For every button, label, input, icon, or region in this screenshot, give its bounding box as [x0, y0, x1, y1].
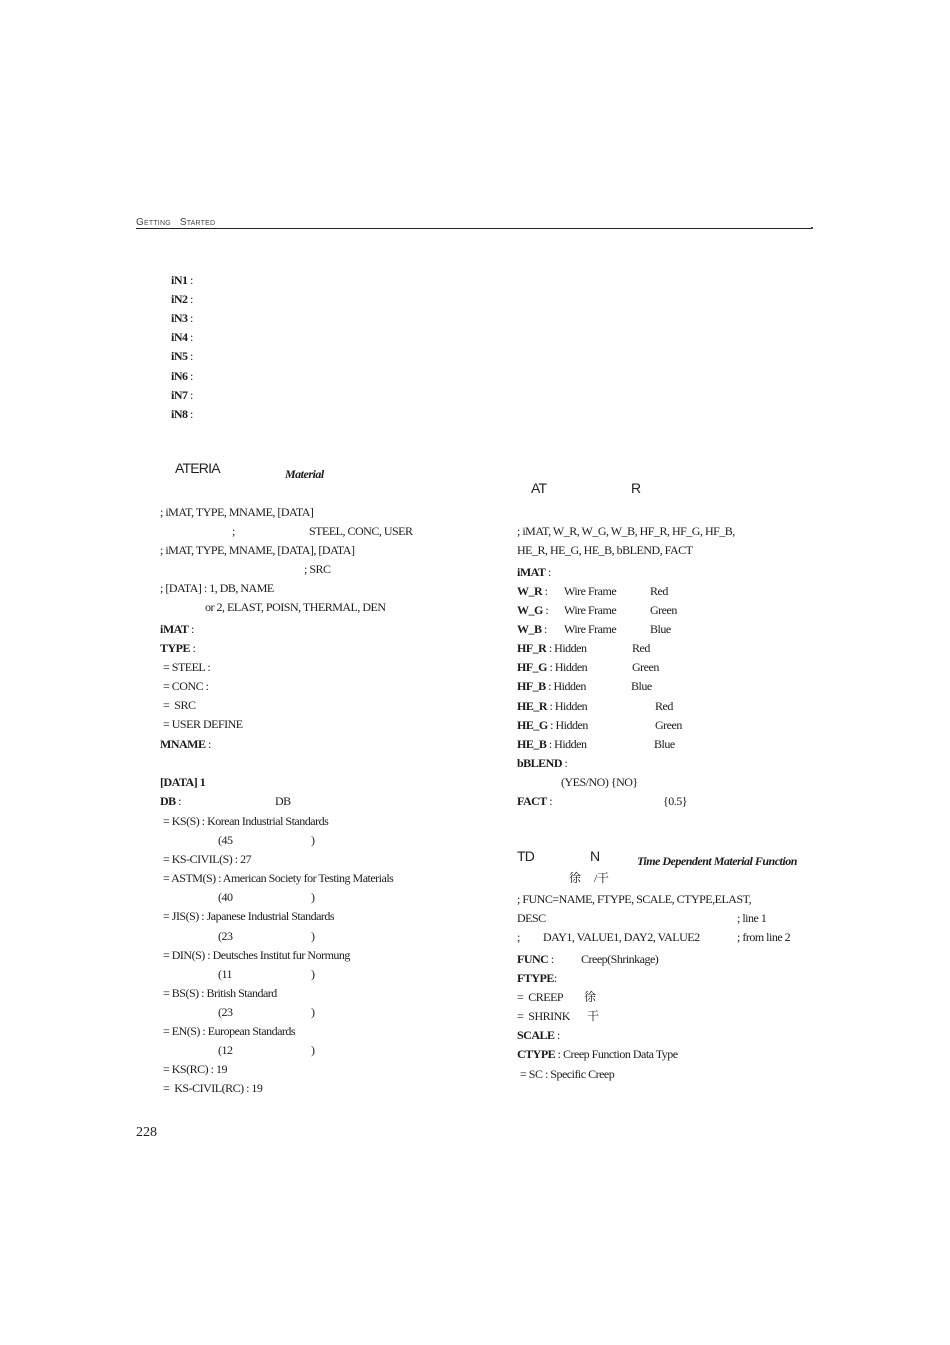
tdm-heading-b: N — [590, 848, 600, 864]
db-option: = KS(S) : Korean Industrial Standards — [163, 814, 329, 828]
param-label: iN7 — [171, 388, 188, 402]
field-color: Green — [632, 660, 659, 674]
param-line — [171, 329, 193, 345]
material-syntax-comment: ; SRC — [304, 562, 331, 576]
field-desc: Wire Frame — [564, 584, 617, 598]
field-label: W_G — [517, 603, 543, 617]
field-sep: : — [190, 641, 196, 655]
field-sep: : Hidden — [546, 641, 587, 655]
type-option: = USER DEFINE — [163, 717, 243, 731]
param-line — [171, 406, 193, 422]
matcolor-field — [517, 678, 586, 694]
ftype-option-cjk: 徐 — [584, 990, 596, 1004]
matcolor-syntax-line: ; iMAT, W_R, W_G, W_B, HF_R, HF_G, HF_B, — [517, 524, 735, 538]
material-syntax-line: ; iMAT, TYPE, MNAME, [DATA], [DATA] — [160, 543, 355, 557]
param-sep: : — [187, 330, 193, 344]
material-heading-en: Material — [285, 467, 324, 481]
param-line — [171, 368, 193, 384]
field-scale — [517, 1027, 560, 1043]
db-option: = KS-CIVIL(RC) : 19 — [163, 1081, 263, 1095]
field-sep: : — [562, 756, 568, 770]
matcolor-field — [517, 621, 547, 637]
material-syntax-line: ; iMAT, TYPE, MNAME, [DATA] — [160, 505, 314, 519]
param-sep: : — [187, 311, 193, 325]
tdm-subheading-a: 徐 — [569, 871, 581, 885]
ctype-option: = SC : Specific Creep — [520, 1067, 615, 1081]
db-option: = DIN(S) : Deutsches Institut fur Normung — [163, 948, 350, 962]
param-sep: : — [187, 273, 193, 287]
param-sep: : — [187, 407, 193, 421]
tdm-heading-a: TD — [517, 848, 535, 864]
field-label: iMAT — [517, 565, 546, 579]
field-color: Green — [655, 718, 682, 732]
field-label: FTYPE — [517, 971, 554, 985]
param-line — [171, 387, 193, 403]
tdm-syntax-line: DAY1, VALUE1, DAY2, VALUE2 — [543, 930, 700, 944]
field-label: TYPE — [160, 641, 191, 655]
tdm-syntax-line: ; FUNC=NAME, FTYPE, SCALE, CTYPE,ELAST, — [517, 892, 752, 906]
field-color: Blue — [650, 622, 671, 636]
field-sep: : Creep Function Data Type — [555, 1047, 678, 1061]
field-db — [160, 793, 181, 809]
field-color: Blue — [631, 679, 652, 693]
tdm-syntax-comment: ; line 1 — [737, 911, 767, 925]
param-label: iN1 — [171, 273, 188, 287]
field-color: Blue — [654, 737, 675, 751]
field-sep: : — [542, 584, 548, 598]
field-label: HE_B — [517, 737, 547, 751]
field-label: DB — [160, 794, 176, 808]
field-desc: Creep(Shrinkage) — [581, 952, 659, 966]
field-sep: : Hidden — [546, 737, 587, 751]
running-header: Getting Started — [136, 217, 216, 228]
field-label: bBLEND — [517, 756, 563, 770]
param-label: iN4 — [171, 330, 188, 344]
field-label: FACT — [517, 794, 547, 808]
param-sep: : — [187, 388, 193, 402]
param-line — [171, 348, 193, 364]
header-rule — [136, 228, 812, 229]
tdm-heading-en: Time Dependent Material Function — [637, 854, 797, 868]
field-sep: : Hidden — [547, 699, 588, 713]
field-label: MNAME — [160, 737, 206, 751]
param-label: iN2 — [171, 292, 188, 306]
field-db-note: DB — [275, 794, 291, 808]
db-option-count-close: ) — [311, 890, 315, 904]
field-color: Green — [650, 603, 677, 617]
param-label: iN6 — [171, 369, 188, 383]
type-option: = CONC : — [163, 679, 209, 693]
field-label: HF_G — [517, 660, 547, 674]
field-sep: : Hidden — [547, 718, 588, 732]
field-label: CTYPE — [517, 1047, 556, 1061]
field-sep: : — [205, 737, 211, 751]
material-syntax-types: STEEL, CONC, USER — [309, 524, 413, 538]
matcolor-field — [517, 717, 588, 733]
material-heading: ATERIA — [175, 460, 220, 476]
param-label: iN3 — [171, 311, 188, 325]
db-option-count-close: ) — [311, 929, 315, 943]
db-option-count: (40 — [218, 890, 233, 904]
field-color: Red — [655, 699, 673, 713]
matcolor-field — [517, 755, 567, 771]
param-sep: : — [187, 292, 193, 306]
param-line — [171, 272, 193, 288]
field-ftype — [517, 970, 557, 986]
field-label: HE_G — [517, 718, 548, 732]
field-sep: : — [548, 952, 554, 966]
field-label: HF_R — [517, 641, 547, 655]
field-sep: : — [188, 622, 194, 636]
param-label: iN8 — [171, 407, 188, 421]
db-option-count-close: ) — [311, 967, 315, 981]
ftype-option-cjk: 干 — [587, 1009, 599, 1023]
field-type — [160, 640, 195, 656]
field-desc: Wire Frame — [564, 622, 617, 636]
db-option-count: (11 — [218, 967, 233, 981]
tdm-syntax-line: DESC — [517, 911, 546, 925]
tdm-syntax-comment: ; from line 2 — [737, 930, 791, 944]
matcolor-field — [517, 583, 548, 599]
tdm-subheading-b: /干 — [594, 871, 609, 885]
param-sep: : — [187, 349, 193, 363]
db-option: = KS(RC) : 19 — [163, 1062, 227, 1076]
page-number: 228 — [136, 1125, 157, 1140]
field-color: Red — [650, 584, 668, 598]
param-label: iN5 — [171, 349, 188, 363]
db-option-count: (23 — [218, 1005, 233, 1019]
ftype-option: = SHRINK — [517, 1009, 570, 1023]
type-option: = SRC — [163, 698, 196, 712]
field-sep: : — [545, 565, 551, 579]
db-option-count: (45 — [218, 833, 233, 847]
db-option-count-close: ) — [311, 1043, 315, 1057]
field-default: {0.5} — [663, 794, 688, 808]
db-option: = EN(S) : European Standards — [163, 1024, 296, 1038]
db-option: = ASTM(S) : American Society for Testing Materials — [163, 871, 394, 885]
material-syntax-sep: ; — [232, 524, 235, 538]
field-ctype — [517, 1046, 678, 1062]
tdm-syntax-sep: ; — [517, 930, 520, 944]
matcolor-field — [517, 640, 587, 656]
field-sep: : — [542, 603, 549, 617]
field-sep: : Hidden — [545, 679, 586, 693]
matcolor-field — [517, 564, 551, 580]
matcolor-field — [517, 698, 587, 714]
field-sep: : — [554, 1028, 560, 1042]
field-color: Red — [632, 641, 650, 655]
db-option-count: (12 — [218, 1043, 233, 1057]
field-label: SCALE — [517, 1028, 555, 1042]
matcolor-syntax-line: HE_R, HE_G, HE_B, bBLEND, FACT — [517, 543, 693, 557]
matcolor-field — [517, 736, 587, 752]
field-label: HF_B — [517, 679, 546, 693]
db-option-count: (23 — [218, 929, 233, 943]
db-option: = JIS(S) : Japanese Industrial Standards — [163, 909, 335, 923]
ftype-option: = CREEP — [517, 990, 564, 1004]
field-label: W_B — [517, 622, 542, 636]
matcolor-heading-a: AT — [531, 480, 547, 496]
matcolor-field — [517, 659, 587, 675]
matcolor-field — [517, 602, 548, 618]
db-option: = BS(S) : British Standard — [163, 986, 277, 1000]
db-option: = KS-CIVIL(S) : 27 — [163, 852, 252, 866]
field-imat — [160, 621, 194, 637]
field-label: HE_R — [517, 699, 548, 713]
field-sep: : — [553, 971, 557, 985]
param-sep: : — [187, 369, 193, 383]
field-func — [517, 951, 554, 967]
field-label: iMAT — [160, 622, 189, 636]
matcolor-field — [517, 793, 552, 809]
matcolor-heading-b: R — [631, 480, 641, 496]
param-line — [171, 291, 193, 307]
db-option-count-close: ) — [311, 1005, 315, 1019]
type-option: = STEEL : — [163, 660, 211, 674]
field-sep: : Hidden — [547, 660, 588, 674]
field-label: FUNC — [517, 952, 549, 966]
field-sep: : — [541, 622, 547, 636]
field-sep: : — [546, 794, 553, 808]
field-sep: : — [175, 794, 182, 808]
param-line — [171, 310, 193, 326]
material-syntax-line: or 2, ELAST, POISN, THERMAL, DEN — [205, 600, 386, 614]
field-desc: Wire Frame — [564, 603, 617, 617]
field-mname — [160, 736, 211, 752]
header-rule-end-mark — [811, 227, 813, 229]
field-note: (YES/NO) {NO} — [561, 775, 638, 789]
db-option-count-close: ) — [311, 833, 315, 847]
material-syntax-line: ; [DATA] : 1, DB, NAME — [160, 581, 274, 595]
data1-heading: [DATA] 1 — [160, 775, 206, 789]
field-label: W_R — [517, 584, 543, 598]
